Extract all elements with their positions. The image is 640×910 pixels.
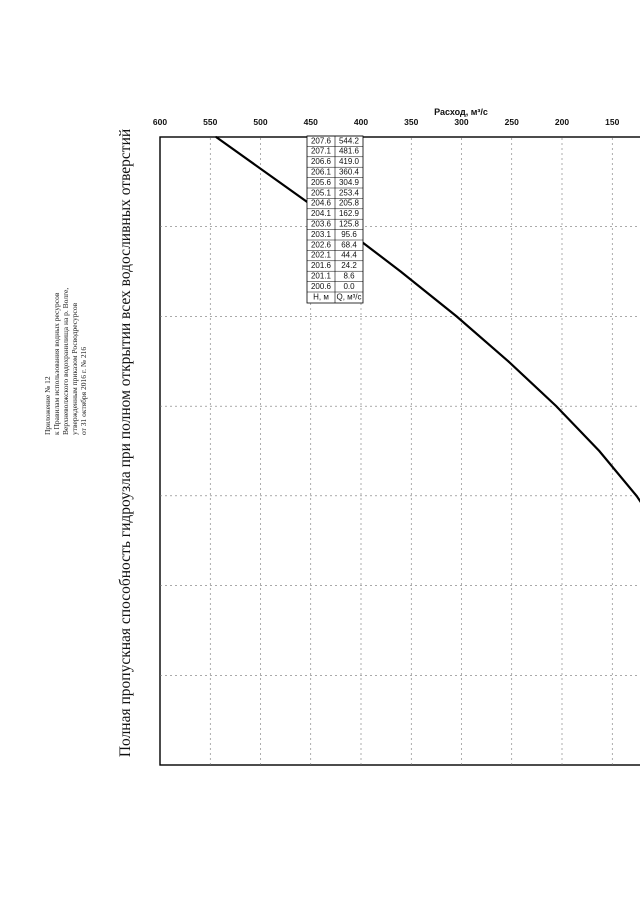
- table-cell: 205.6: [310, 177, 332, 187]
- x-tick-label: 500: [253, 117, 268, 127]
- table-cell: 125.8: [338, 219, 360, 229]
- table-cell: 202.6: [310, 240, 332, 250]
- x-tick-label: 350: [404, 117, 419, 127]
- data-point: [278, 181, 280, 183]
- x-axis-ticks: [153, 117, 640, 127]
- x-tick-label: 550: [203, 117, 218, 127]
- x-tick-label: 400: [353, 117, 369, 127]
- table-cell: 207.1: [310, 146, 332, 156]
- x-tick-label: 600: [152, 117, 168, 127]
- x-tick-label: 200: [554, 117, 570, 127]
- data-point: [598, 450, 600, 452]
- table-cell: 44.4: [341, 250, 357, 260]
- data-point: [400, 271, 402, 273]
- table-cell: 205.1: [310, 188, 332, 198]
- table-cell: 203.1: [310, 229, 332, 239]
- table-cell: Q, м³/с: [336, 292, 362, 302]
- table-cell: 24.2: [341, 261, 357, 271]
- table-cell: 204.1: [310, 209, 332, 219]
- plot-area-frame: [160, 137, 640, 765]
- table-cell: 200.6: [310, 281, 332, 291]
- x-tick-label: 250: [504, 117, 519, 127]
- table-cell: 206.1: [310, 167, 332, 177]
- table-cell: 0.0: [343, 281, 355, 291]
- data-table: [307, 136, 363, 303]
- x-tick-label: 450: [303, 117, 318, 127]
- table-cell: 203.6: [310, 219, 332, 229]
- x-tick-label: 150: [605, 117, 620, 127]
- table-cell: 207.6: [310, 136, 332, 146]
- data-point: [555, 405, 557, 407]
- table-cell: 204.6: [310, 198, 332, 208]
- table-cell: 95.6: [341, 229, 357, 239]
- data-point: [507, 360, 509, 362]
- table-cell: 206.6: [310, 157, 332, 167]
- table-cell: 419.0: [338, 157, 360, 167]
- header-note-line: утвержденным приказом Росводресурсов: [70, 302, 79, 435]
- table-cell: 162.9: [338, 209, 360, 219]
- table-cell: 304.9: [338, 177, 360, 187]
- table-cell: 201.1: [310, 271, 332, 281]
- table-cell: 202.1: [310, 250, 332, 260]
- header-note-line: от 31 октября 2016 г. № 216: [79, 346, 88, 435]
- chart-title: Полная пропускная способность гидроузла при полном открытии всех водосливных отверстий: [117, 128, 134, 758]
- x-axis-label: Расход, м³/с: [434, 107, 488, 117]
- x-tick-label: 300: [454, 117, 469, 127]
- header-note-line: к Правилам использования водных ресурсов: [52, 292, 61, 435]
- series-points: [215, 136, 640, 766]
- header-note-line: Приложение № 12: [43, 376, 52, 435]
- table-cell: 253.4: [338, 188, 360, 198]
- table-cell: 205.8: [338, 198, 360, 208]
- table-cell: 360.4: [338, 167, 360, 177]
- table-cell: 68.4: [341, 240, 357, 250]
- header-note-line: Верхневолжского водохранилища на р. Волге,: [61, 287, 70, 435]
- header-note: [43, 288, 88, 435]
- data-point: [456, 316, 458, 318]
- grid-lines: [160, 137, 640, 765]
- table-cell: 544.2: [338, 136, 360, 146]
- data-point: [636, 495, 638, 497]
- series-line-discharge: [216, 137, 640, 765]
- table-cell: 8.6: [343, 271, 355, 281]
- table-cell: Н, м: [313, 292, 329, 302]
- data-point: [215, 136, 217, 138]
- table-cell: 201.6: [310, 261, 332, 271]
- table-cell: 481.6: [338, 146, 360, 156]
